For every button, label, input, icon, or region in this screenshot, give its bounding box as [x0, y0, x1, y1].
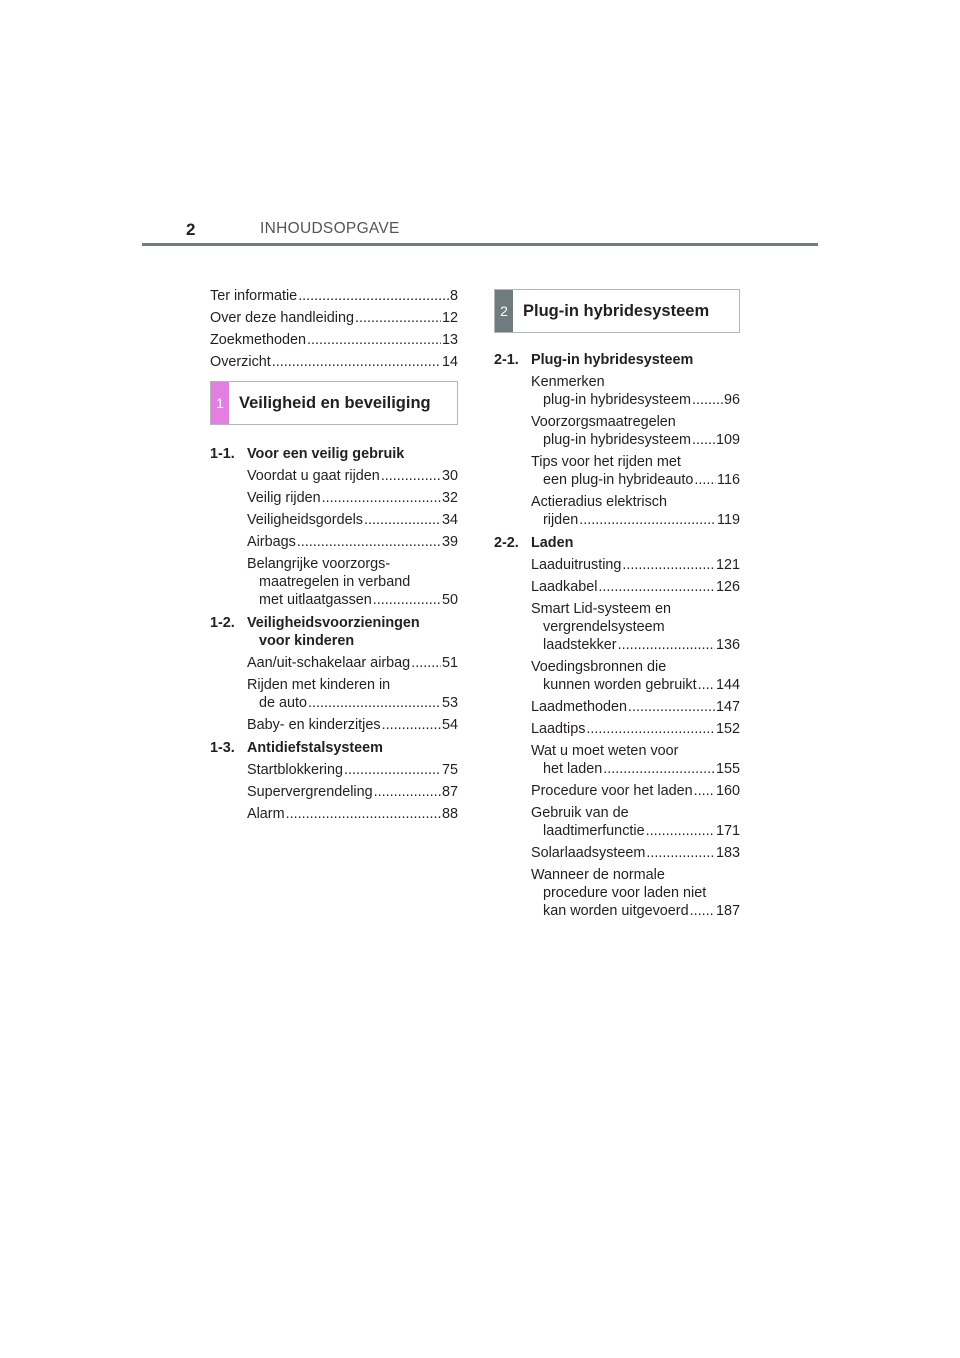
toc-entry[interactable] — [247, 716, 458, 734]
dot-leader — [579, 511, 716, 529]
toc-entry[interactable] — [247, 654, 458, 672]
toc-entry-title: Over deze handleiding — [210, 310, 355, 326]
toc-entry-line: Smart Lid-systeem en — [531, 601, 671, 617]
toc-entry[interactable] — [531, 658, 740, 694]
dot-leader — [646, 844, 715, 862]
toc-entry-title: laadtimerfunctie — [543, 823, 645, 839]
toc-entry-title: de auto — [259, 695, 308, 711]
toc-entry-last-line[interactable] — [531, 511, 740, 529]
toc-entry-title: Alarm — [247, 806, 285, 822]
toc-entry-last-line[interactable] — [531, 391, 740, 409]
toc-entry-title: Baby- en kinderzitjes — [247, 717, 381, 733]
toc-entry[interactable] — [531, 720, 740, 738]
toc-entry[interactable] — [247, 761, 458, 779]
toc-entry-last-line[interactable] — [247, 533, 458, 551]
toc-entry-last-line[interactable] — [247, 805, 458, 823]
toc-entry[interactable] — [531, 413, 740, 449]
toc-page-number: 119 — [717, 512, 740, 528]
section-heading[interactable] — [210, 445, 458, 463]
toc-entry[interactable] — [531, 804, 740, 840]
toc-page-number: 187 — [715, 903, 740, 919]
toc-entry-last-line[interactable] — [247, 761, 458, 779]
dot-leader — [298, 287, 449, 305]
toc-page-number: 136 — [715, 637, 740, 653]
toc-entry-line: Voedingsbronnen die — [531, 659, 667, 675]
toc-entry[interactable] — [247, 467, 458, 485]
toc-entry-title: Laadmethoden — [531, 699, 628, 715]
toc-entry-line: Tips voor het rijden met — [531, 454, 681, 470]
toc-entry-title: het laden — [543, 761, 603, 777]
toc-entry-last-line[interactable] — [531, 822, 740, 840]
dot-leader — [307, 331, 441, 349]
toc-entry-last-line[interactable] — [247, 591, 458, 609]
toc-entry-line: Rijden met kinderen in — [247, 677, 391, 693]
toc-column-right — [494, 289, 740, 924]
toc-entry-last-line[interactable] — [531, 431, 740, 449]
section-number: 1-2. — [210, 615, 235, 631]
section-heading[interactable] — [210, 614, 458, 632]
toc-entry-last-line[interactable] — [531, 902, 740, 920]
toc-entry[interactable] — [531, 556, 740, 574]
toc-entry-last-line[interactable] — [531, 760, 740, 778]
toc-page-number: 8 — [449, 288, 458, 304]
toc-entry[interactable] — [247, 489, 458, 507]
toc-entry-title: laadstekker — [543, 637, 617, 653]
dot-leader — [322, 489, 441, 507]
section-number: 1-1. — [210, 446, 235, 462]
toc-entry-title: Airbags — [247, 534, 296, 550]
toc-entry[interactable] — [531, 782, 740, 800]
section-title-text: Antidiefstalsysteem — [247, 740, 383, 756]
toc-entry-title: kan worden uitgevoerd — [543, 903, 689, 919]
toc-page-number: 183 — [715, 845, 740, 861]
toc-entry-title: met uitlaatgassen — [259, 592, 372, 608]
toc-entry[interactable] — [247, 783, 458, 801]
dot-leader — [598, 578, 715, 596]
dot-leader — [364, 511, 441, 529]
section-title: INHOUDSOPGAVE — [260, 220, 400, 237]
toc-entry-title: kunnen worden gebruikt — [543, 677, 697, 693]
toc-entry-title: Aan/uit-schakelaar airbag — [247, 655, 411, 671]
dot-leader — [698, 676, 715, 694]
toc-page-number: 34 — [441, 512, 458, 528]
toc-page-number: 126 — [715, 579, 740, 595]
toc-entry-last-line[interactable] — [247, 511, 458, 529]
toc-entry[interactable] — [247, 555, 458, 609]
toc-entry-line: Wat u moet weten voor — [531, 743, 679, 759]
chapter-sections — [210, 445, 458, 823]
toc-entry-title: Solarlaadsysteem — [531, 845, 646, 861]
dot-leader — [690, 902, 715, 920]
toc-entry-last-line[interactable] — [531, 556, 740, 574]
dot-leader — [374, 783, 441, 801]
toc-entry-title: rijden — [543, 512, 579, 528]
toc-page-number: 30 — [441, 468, 458, 484]
section-heading[interactable] — [210, 739, 458, 757]
toc-entry[interactable] — [531, 493, 740, 529]
dot-leader — [381, 467, 441, 485]
dot-leader — [628, 698, 715, 716]
toc-entry-title: Veilig rijden — [247, 490, 321, 506]
toc-entry-last-line[interactable] — [531, 636, 740, 654]
dot-leader — [272, 353, 441, 371]
section-heading-continued — [210, 632, 458, 650]
toc-entry-title: Voordat u gaat rijden — [247, 468, 380, 484]
chapter-title: Veiligheid en beveiliging — [239, 394, 431, 412]
toc-entry-line: Kenmerken — [531, 374, 605, 390]
chapter-sections — [494, 351, 740, 920]
toc-page-number: 32 — [441, 490, 458, 506]
toc-entry-title: Laaduitrusting — [531, 557, 622, 573]
dot-leader — [622, 556, 715, 574]
chapter-title: Plug-in hybridesysteem — [523, 302, 710, 320]
toc-entry-line: Gebruik van de — [531, 805, 629, 821]
chapter-number-tab: 2 — [495, 290, 513, 332]
toc-entry-line: Voorzorgsmaatregelen — [531, 414, 676, 430]
dot-leader — [411, 654, 441, 672]
toc-page-number: 39 — [441, 534, 458, 550]
toc-entry-title: Zoekmethoden — [210, 332, 306, 348]
toc-entry-last-line[interactable] — [531, 782, 740, 800]
front-matter-list — [210, 287, 458, 371]
toc-page-number: 116 — [717, 472, 740, 488]
chapter-heading-box[interactable] — [210, 381, 458, 425]
toc-page-number: 160 — [715, 783, 740, 799]
section-heading[interactable] — [494, 534, 740, 552]
toc-page-number: 144 — [715, 677, 740, 693]
toc-page-number: 75 — [441, 762, 458, 778]
toc-entry-last-line[interactable] — [247, 716, 458, 734]
dot-leader — [694, 782, 715, 800]
toc-page-number: 50 — [441, 592, 458, 608]
toc-entry-title: Laadkabel — [531, 579, 598, 595]
toc-entry-last-line[interactable] — [247, 694, 458, 712]
dot-leader — [373, 591, 441, 609]
toc-entry-last-line[interactable] — [531, 578, 740, 596]
toc-entry[interactable] — [247, 511, 458, 529]
toc-entry-line: maatregelen in verband — [259, 574, 411, 590]
toc-page-number: 87 — [441, 784, 458, 800]
toc-entry-title: Veiligheidsgordels — [247, 512, 364, 528]
front-matter-item[interactable] — [210, 353, 458, 371]
dot-leader — [692, 431, 715, 449]
toc-entry-title: Ter informatie — [210, 288, 298, 304]
dot-leader — [603, 760, 715, 778]
chapter-1-block — [210, 381, 458, 823]
dot-leader — [308, 694, 441, 712]
toc-entry-last-line[interactable] — [247, 783, 458, 801]
toc-entry-line: Belangrijke voorzorgs- — [247, 556, 391, 572]
toc-entry-title: Overzicht — [210, 354, 271, 370]
section-title-text: Laden — [531, 535, 574, 551]
toc-page-number: 171 — [715, 823, 740, 839]
dot-leader — [586, 720, 715, 738]
front-matter-item[interactable] — [210, 287, 458, 305]
toc-page-number: 109 — [715, 432, 740, 448]
front-matter-item[interactable] — [210, 309, 458, 327]
toc-entry[interactable] — [247, 533, 458, 551]
toc-entry-line: vergrendelsysteem — [543, 619, 665, 635]
toc-entry-title: plug-in hybridesysteem — [543, 432, 691, 448]
toc-entry[interactable] — [531, 844, 740, 862]
section-title-text: Veiligheidsvoorzieningen — [247, 615, 420, 631]
dot-leader — [694, 471, 716, 489]
toc-entry-last-line[interactable] — [531, 676, 740, 694]
toc-entry[interactable] — [531, 600, 740, 654]
toc-column-left — [210, 287, 458, 827]
toc-entry-last-line[interactable] — [247, 467, 458, 485]
toc-page-number: 121 — [715, 557, 740, 573]
toc-entry-last-line[interactable] — [531, 720, 740, 738]
section-number: 2-1. — [494, 352, 519, 368]
page-header — [142, 216, 818, 246]
toc-entry-title: plug-in hybridesysteem — [543, 392, 691, 408]
toc-entry[interactable] — [531, 453, 740, 489]
section-heading[interactable] — [494, 351, 740, 369]
front-matter-item[interactable] — [210, 331, 458, 349]
section-title-continued: voor kinderen — [259, 633, 355, 649]
dot-leader — [692, 391, 723, 409]
dot-leader — [297, 533, 441, 551]
toc-entry-title: Procedure voor het laden — [531, 783, 693, 799]
toc-page-number: 53 — [441, 695, 458, 711]
toc-page-number: 152 — [715, 721, 740, 737]
chapter-2-block — [494, 289, 740, 920]
toc-page-number: 14 — [441, 354, 458, 370]
toc-entry-title: Startblokkering — [247, 762, 343, 778]
section-number: 2-2. — [494, 535, 519, 551]
toc-entry-title: een plug-in hybrideauto — [543, 472, 694, 488]
dot-leader — [618, 636, 715, 654]
section-number-spacer — [210, 632, 247, 650]
toc-page-number: 54 — [441, 717, 458, 733]
section-title-text: Voor een veilig gebruik — [247, 446, 405, 462]
toc-entry[interactable] — [531, 698, 740, 716]
toc-entry-line: Actieradius elektrisch — [531, 494, 667, 510]
toc-entry[interactable] — [247, 676, 458, 712]
header-rule — [142, 243, 818, 246]
page-number: 2 — [186, 220, 196, 239]
toc-entry-last-line[interactable] — [531, 844, 740, 862]
section-title-text: Plug-in hybridesysteem — [531, 352, 694, 368]
section-number: 1-3. — [210, 740, 235, 756]
toc-page-number: 147 — [715, 699, 740, 715]
toc-entry-line: procedure voor laden niet — [543, 885, 707, 901]
dot-leader — [382, 716, 441, 734]
chapter-heading-box[interactable] — [494, 289, 740, 333]
toc-entry[interactable] — [531, 866, 740, 920]
toc-entry[interactable] — [531, 373, 740, 409]
chapter-number-tab: 1 — [211, 382, 229, 424]
toc-entry[interactable] — [247, 805, 458, 823]
toc-page-number: 88 — [441, 806, 458, 822]
dot-leader — [286, 805, 441, 823]
dot-leader — [344, 761, 441, 779]
toc-page-number: 51 — [441, 655, 458, 671]
toc-entry-last-line[interactable] — [531, 698, 740, 716]
toc-entry-title: Laadtips — [531, 721, 586, 737]
dot-leader — [355, 309, 441, 327]
toc-page-number: 12 — [441, 310, 458, 326]
toc-entry[interactable] — [531, 578, 740, 596]
toc-entry-line: Wanneer de normale — [531, 867, 665, 883]
toc-page-number: 13 — [441, 332, 458, 348]
toc-page-number: 155 — [715, 761, 740, 777]
toc-entry[interactable] — [531, 742, 740, 778]
toc-entry-last-line[interactable] — [247, 489, 458, 507]
toc-page-number: 96 — [723, 392, 740, 408]
toc-entry-last-line[interactable] — [247, 654, 458, 672]
toc-entry-last-line[interactable] — [531, 471, 740, 489]
toc-entry-title: Supervergrendeling — [247, 784, 373, 800]
dot-leader — [646, 822, 715, 840]
